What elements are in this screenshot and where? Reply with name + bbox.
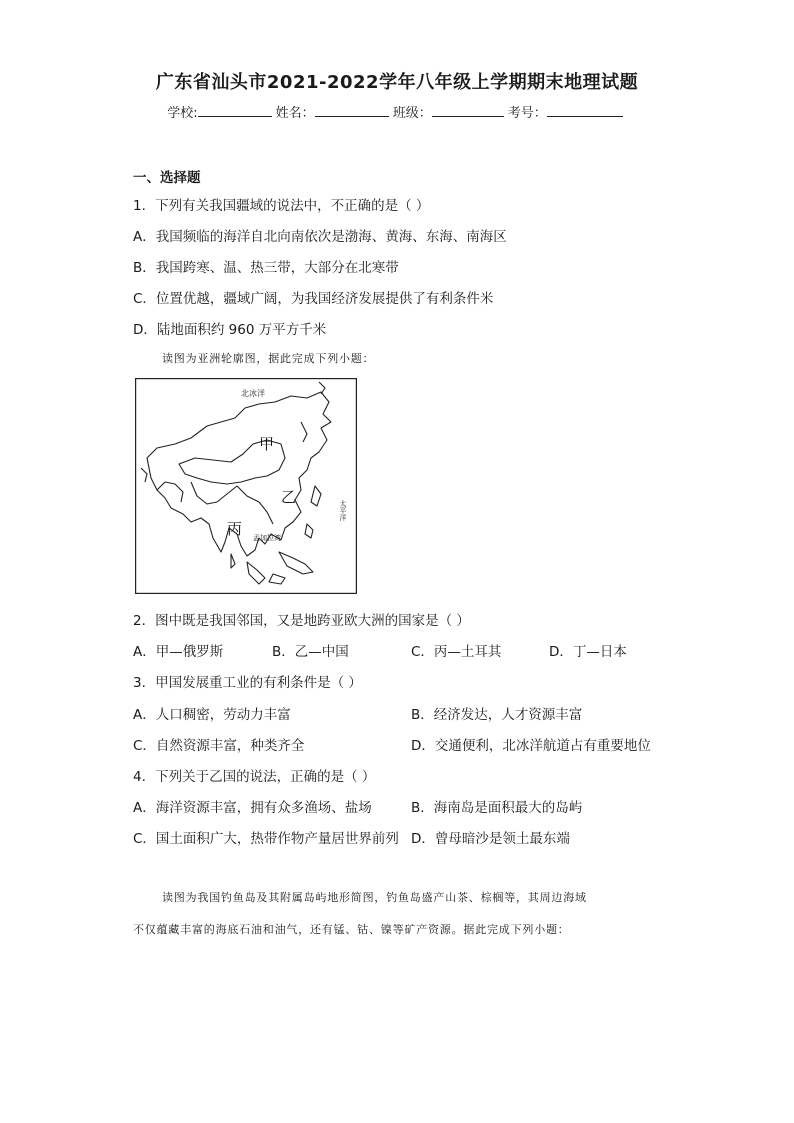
q4-option-b: B．海南岛是面积最大的岛屿 (411, 800, 583, 816)
school-blank (198, 104, 272, 117)
name-blank (315, 104, 389, 117)
q3-stem: 3．甲国发展重工业的有利条件是（ ） (133, 675, 362, 691)
map-intro: 读图为亚洲轮廓图，据此完成下列小题： (162, 352, 375, 365)
q1-option-c: C．位置优越，疆域广阔，为我国经济发展提供了有利条件米 (133, 291, 494, 307)
map-label-jia: 甲 (259, 435, 275, 453)
q1-option-d: D．陆地面积约 960 万平方千米 (133, 322, 327, 338)
map-label-right: 太平洋 (339, 500, 347, 521)
q2-option-d: D．丁—日本 (549, 644, 627, 660)
q3-option-b: B．经济发达，人才资源丰富 (411, 707, 583, 723)
map-label-top: 北冰洋 (241, 389, 265, 398)
q4-option-a: A．海洋资源丰富，拥有众多渔场、盐场 (133, 800, 372, 816)
class-label: 班级： (392, 106, 432, 121)
section-heading: 一、选择题 (133, 170, 201, 186)
page-title: 广东省汕头市2021-2022学年八年级上学期期末地理试题 (155, 72, 639, 93)
class-blank (432, 104, 504, 117)
q2-option-b: B．乙—中国 (272, 644, 349, 660)
q1-option-a: A．我国频临的海洋自北向南依次是渤海、黄海、东海、南海区 (133, 229, 507, 245)
q4-option-c: C．国土面积广大，热带作物产量居世界前列 (133, 831, 399, 847)
q1-option-b: B．我国跨寒、温、热三带，大部分在北寒带 (133, 260, 399, 276)
name-label: 姓名： (275, 106, 315, 121)
number-label: 考号： (507, 106, 547, 121)
number-blank (547, 104, 623, 117)
q4-stem: 4．下列关于乙国的说法，正确的是（ ） (133, 769, 376, 785)
q2-stem: 2．图中既是我国邻国，又是地跨亚欧大洲的国家是（ ） (133, 613, 470, 629)
intro2-line1: 读图为我国钓鱼岛及其附属岛屿地形简图，钓鱼岛盛产山茶、棕榈等，其周边海域 (162, 891, 587, 904)
map-label-yi: 乙 (281, 488, 297, 506)
school-label: 学校: (167, 106, 198, 121)
q3-option-c: C．自然资源丰富，种类齐全 (133, 738, 305, 754)
q4-option-d: D．曾母暗沙是领土最东端 (411, 831, 570, 847)
q2-option-a: A．甲—俄罗斯 (133, 644, 224, 660)
intro2-line2: 不仅蕴藏丰富的海底石油和油气，还有锰、钴、镍等矿产资源。据此完成下列小题： (133, 923, 570, 936)
q3-option-a: A．人口稠密，劳动力丰富 (133, 707, 291, 723)
map-label-bottom: 孟加拉湾 (253, 534, 281, 542)
student-info-line (0, 102, 794, 121)
q2-option-c: C．丙—土耳其 (411, 644, 502, 660)
asia-outline-map (135, 378, 357, 594)
q1-stem: 1．下列有关我国疆域的说法中，不正确的是（ ） (133, 198, 430, 214)
q3-option-d: D．交通便利，北冰洋航道占有重要地位 (411, 738, 651, 754)
map-label-bing: 丙 (227, 520, 243, 538)
